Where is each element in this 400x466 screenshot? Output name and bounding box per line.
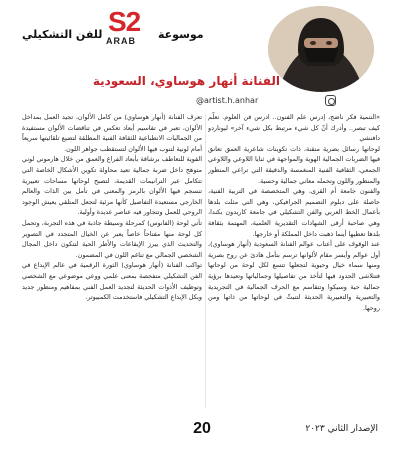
paragraph: القوية للتعاطف برشاقة بأبعاد الفراغ والعمق من خلال هارموني لوني متوهج داخل ضربة جمالية تعيد محاولة تكوين الأشكال الخاصة التي تتكامل عبر الترانيمات القديمة، لتصبح لوحاتها مساحات تعبيرية تنسجم فيها الألوان بالرمز والمعنى في تأمل بين الذات والعالم الخارجي مستعيدة التفاصيل كأنها مرئية لتجعل المتلقي يعيش الوجود الروحي للعمل وتتجاور فيه عناصر عديدة وأولية.: [22, 155, 202, 217]
portrait-illustration: [268, 6, 374, 92]
article-column-right: [208, 112, 380, 412]
instagram-handle[interactable]: @artist.h.anhar: [196, 96, 259, 105]
logo-right-text: موسوعة: [158, 28, 204, 41]
issue-label: الإصدار الثاني ٢٠٢٣: [305, 424, 378, 434]
article-title: الفنانة أنهار هوساوي، السعودية: [92, 74, 280, 88]
paragraph: عند الوقوف على أعتاب عوالم الفنانة السعودية (أنهار هوساوي)، أول عوالم وأيسر مقام لألوانها ترسم بتأمل هادئ عن روح بصرية ومنها سماء خيال وحيوية لتجعلها تتسع لكل لوحة من لوحاتها فتتلاشى الحدود فيها لتأخذ من تفاصيلها وجمالياتها وتعيدها برؤية جمالية حية وسيكوا وتتقاسم مع الحرف الجمالية في التجريدية والتعبيرية والتعبيرية الحديثة لتنبثّ في لوحاتها من ذاتها ومن روحها.: [208, 240, 380, 312]
page-number: 20: [193, 420, 211, 437]
instagram-icon: [325, 95, 336, 106]
logo-mark: S2: [108, 6, 141, 37]
logo-left-text: للفن التشكيلي: [22, 28, 103, 41]
article-column-left: [22, 112, 202, 412]
paragraph: تعرف الفنانة (أنهار هوساوي) من كامل الألوان، تجيد العمل بمداخل الألوان، تعبر في تقاسيم أبعاد تعكس في تناقضات الألوان مستفيدة من الجماليات الانطباعية للثقافة الفنية المطلقة لتضيع تلقائيتها سريعاً أمام لونية لتنوب فيها الألوان لتستقطب جواهر اللون.: [22, 113, 202, 153]
paragraph: لوحاتها رسائل بصرية متقنة، ذات تكوينات شاعرية العمق تعانق فيها الضربات الجمالية الهوية والمواجهة في ثنايا اللاوعي واللاوعي الجمعي، الثقافية الفنية المنغمسة والدقيقة التي تراعي المنظور والمنظور واللون وتحمله معاني جمالية وحسية.: [208, 144, 380, 185]
paragraph: والفنون جامعة أم القرى، وهي المتخصصة في التربية الفنية، حاصلة على دبلوم التصميم الجرافيكي، وهي التي مثلت بلدها بأعمال الخط العربي والفن التشكيلي في جامعة كاريدون بكندا، وهي صاحبة أرقى الشهادات التقديرية العلمية، المهتمة بثقافة بلدها تعطيها أينما ذهبت داخل المملكة أو خارجها.: [208, 187, 380, 238]
paragraph: تواكب الفنانة (أنهار هوساوي) الثورة الرقمية في عالم الإبداع في الفن التشكيلي متفحصة بمعنى علمي ووعي موضوعي مع الشخصي وتوظيف الأدوات الحديثة لتجديد العمل الفني بمفاهيم ومنظور جديد وبكل الإبداع التشكيلي فاستخدمت الكمبيوتر.: [22, 261, 202, 302]
column-divider: [205, 114, 206, 408]
paragraph: «التنمية فكر ناضج، إدرس علم الفنون.. ادرس فن العلوم. تعلَّم كيف تبصر.. وأدرك أنّ كل شيء مرتبط بكل شيء آخر» ليوناردو دافنشي: [208, 113, 380, 143]
logo-sub: ARAB: [106, 36, 136, 46]
publication-logo: [22, 8, 202, 48]
artist-portrait: [268, 6, 374, 92]
paragraph: تأتي لوحة (الفانوس) كمرحلة وسيطة جاذبة في هذه التجربة، وتحمل كل لوحة منها مفتاحاً خاصاً يعبر عن الخيال المتجدد في التصوير والتحديث الذي يبرز الإيقاعات والأطر الحية لتتكون داخل المجال الشخصي الجمالي مع تناغم اللون في المضمون.: [22, 218, 202, 259]
